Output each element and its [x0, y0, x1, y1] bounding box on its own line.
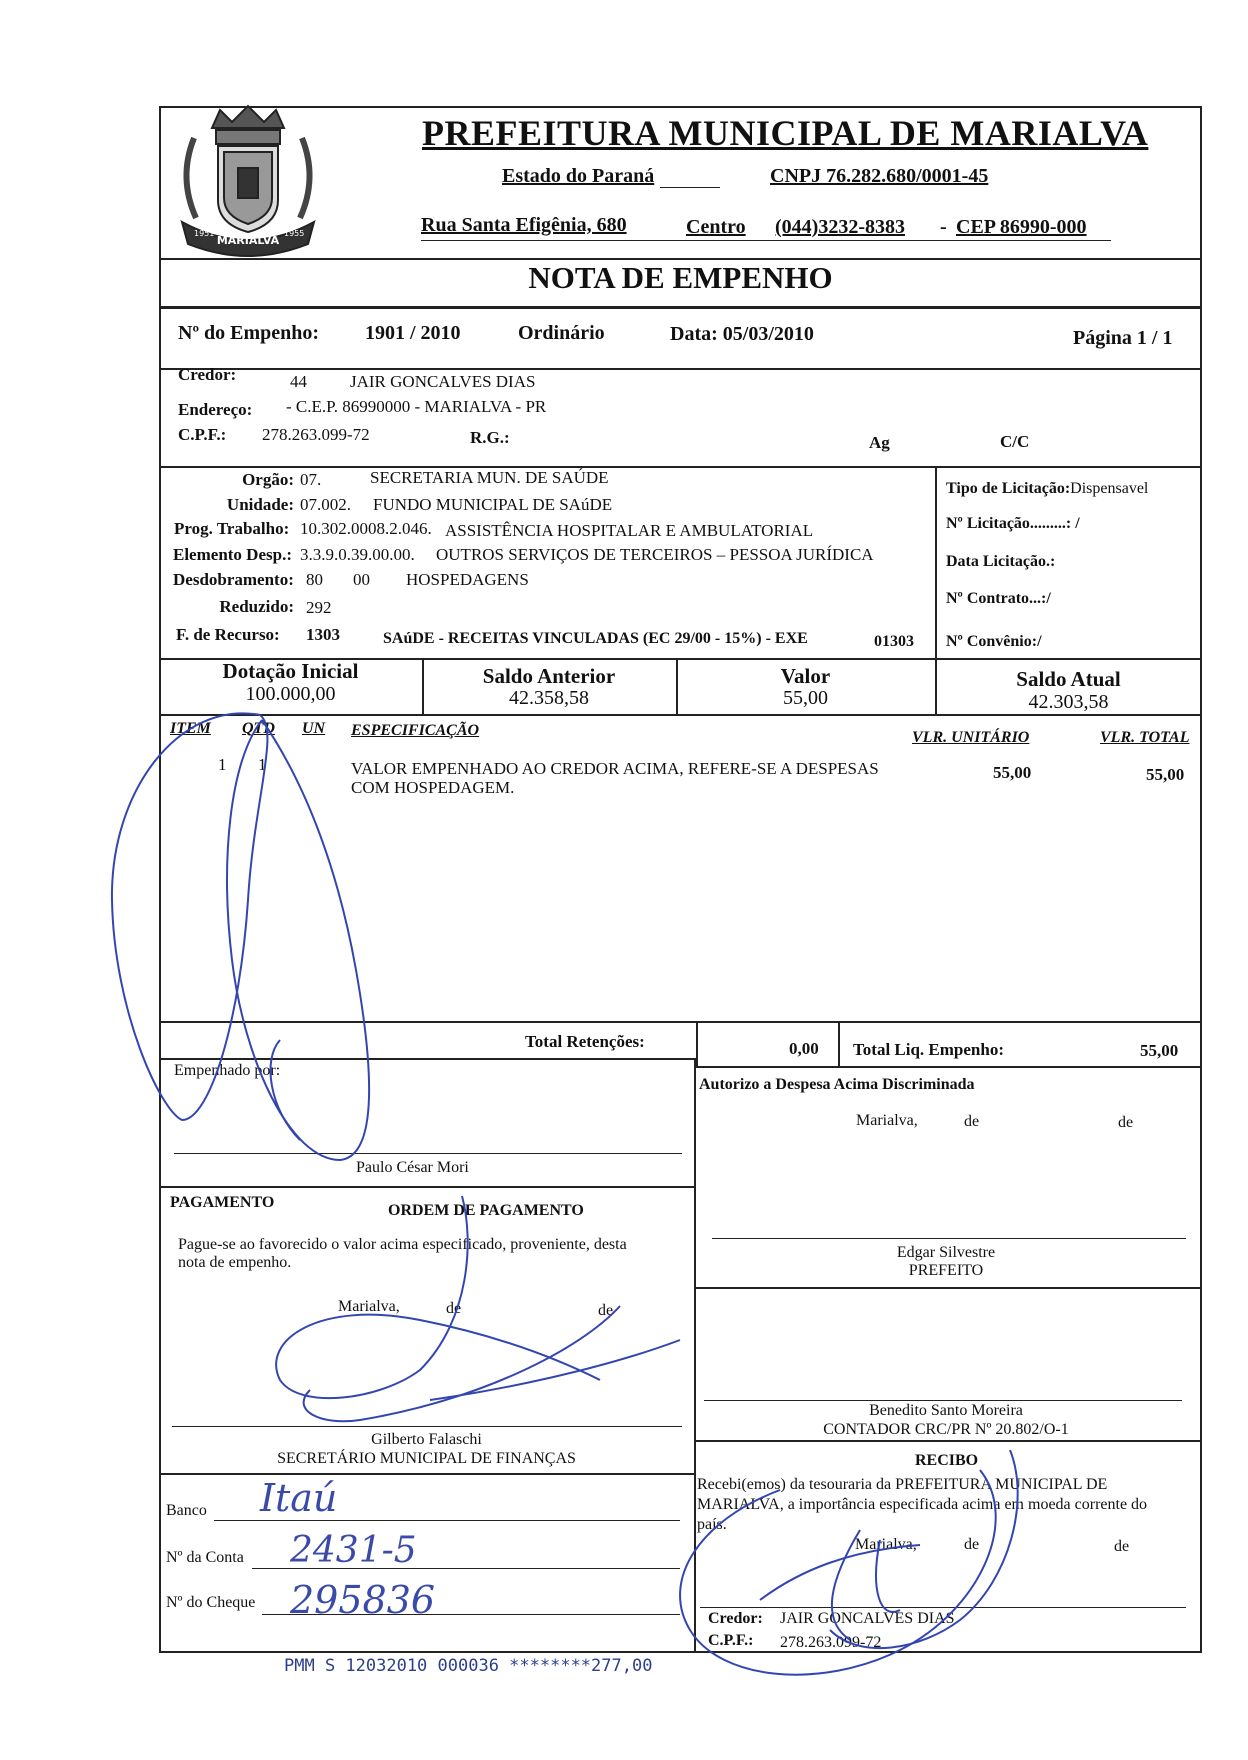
- dotacao-value: 100.000,00: [245, 683, 336, 705]
- recibo-text2: MARIALVA, a importância especificada acima em moeda corrente do: [697, 1496, 1148, 1513]
- autorizo-de2: de: [1118, 1114, 1134, 1131]
- empenho-label: Nº do Empenho:: [178, 322, 320, 344]
- header-address: Rua Santa Efigênia, 680: [421, 214, 627, 236]
- prog-code: 10.302.0008.2.046.: [300, 519, 432, 538]
- financas-name: Gilberto Falaschi: [371, 1431, 482, 1448]
- address-label: Endereço:: [178, 400, 253, 419]
- orgao-code: 07.: [300, 470, 322, 489]
- recibo-cpf-value: 278.263.099-72: [780, 1634, 882, 1651]
- recibo-credor-label: Credor:: [708, 1610, 763, 1627]
- header-cnpj: CNPJ 76.282.680/0001-45: [770, 165, 989, 187]
- header-title: PREFEITURA MUNICIPAL DE MARIALVA: [422, 113, 1149, 153]
- orgao-name: SECRETARIA MUN. DE SAÚDE: [370, 468, 609, 487]
- item-vlr-unitario: 55,00: [993, 763, 1032, 782]
- seal-year-left: 1951: [194, 229, 215, 238]
- autorizo-de1: de: [964, 1113, 980, 1130]
- credor-name: JAIR GONCALVES DIAS: [350, 372, 536, 391]
- recibo-text3: país.: [697, 1516, 727, 1533]
- contador-role: CONTADOR CRC/PR Nº 20.802/O-1: [823, 1421, 1069, 1438]
- address-value: - C.E.P. 86990000 - MARIALVA - PR: [286, 397, 547, 416]
- cheque-handwritten: 295836: [290, 1578, 436, 1622]
- unidade-name: FUNDO MUNICIPAL DE SAúDE: [373, 495, 613, 514]
- item-desc-line1: VALOR EMPENHADO AO CREDOR ACIMA, REFERE-SE A DESPESAS: [351, 759, 879, 778]
- elemento-name: OUTROS SERVIÇOS DE TERCEIROS – PESSOA JURÍDICA: [436, 545, 874, 564]
- empenho-date: Data: 05/03/2010: [670, 323, 814, 345]
- licitacao-data: Data Licitação.:: [946, 553, 1056, 570]
- desdob-code1: 80: [306, 570, 323, 589]
- valor-value: 55,00: [783, 687, 828, 709]
- liquido-label: Total Liq. Empenho:: [853, 1040, 1004, 1059]
- item-vlr-total: 55,00: [1146, 765, 1185, 784]
- prefeito-name: Edgar Silvestre: [896, 1244, 996, 1261]
- banco-handwritten: Itaú: [260, 1476, 338, 1520]
- municipal-seal-logo: [172, 98, 324, 258]
- retencoes-label: Total Retenções:: [525, 1032, 645, 1051]
- licitacao-numero: Nº Licitação.........: /: [946, 515, 1080, 532]
- empenhado-name: Paulo César Mori: [356, 1159, 469, 1176]
- pagamento-text1: Pague-se ao favorecido o valor acima especificado, proveniente, desta: [178, 1236, 627, 1253]
- header-phone: (044)3232-8383: [775, 216, 905, 238]
- liquido-value: 55,00: [1140, 1041, 1179, 1060]
- valor-label: Valor: [780, 664, 831, 688]
- saldo-anterior-value: 42.358,58: [509, 687, 589, 709]
- reduzido-label: Reduzido:: [219, 597, 294, 616]
- unidade-label: Unidade:: [226, 495, 294, 514]
- cc-label: C/C: [1000, 432, 1030, 451]
- retencoes-value: 0,00: [789, 1039, 819, 1058]
- prog-name: ASSISTÊNCIA HOSPITALAR E AMBULATORIAL: [445, 521, 814, 540]
- pagamento-text2: nota de empenho.: [178, 1254, 292, 1271]
- col-un: UN: [302, 720, 326, 737]
- licitacao-tipo: [946, 480, 1148, 498]
- pagamento-de2: de: [598, 1302, 614, 1319]
- recibo-de1: de: [964, 1536, 980, 1553]
- prog-label: Prog. Trabalho:: [174, 519, 290, 538]
- desdob-name: HOSPEDAGENS: [406, 570, 529, 589]
- col-vlr-unitario: VLR. UNITÁRIO: [912, 729, 1030, 746]
- recibo-label: RECIBO: [915, 1452, 979, 1469]
- dotacao-label: Dotação Inicial: [222, 659, 359, 683]
- prefeito-role: PREFEITO: [908, 1262, 984, 1279]
- elemento-label: Elemento Desp.:: [173, 545, 292, 564]
- conta-handwritten: 2431-5: [290, 1530, 417, 1571]
- item-number: 1: [218, 755, 227, 774]
- desdob-code2: 00: [353, 570, 370, 589]
- reduzido-value: 292: [306, 598, 332, 617]
- empenho-type: Ordinário: [518, 322, 605, 344]
- contrato-number: Nº Contrato...:/: [946, 590, 1051, 607]
- banco-label: Banco: [166, 1502, 207, 1519]
- col-especificacao: ESPECIFICAÇÃO: [351, 722, 480, 739]
- recurso-label: F. de Recurso:: [176, 625, 280, 644]
- autorizo-label: Autorizo a Despesa Acima Discriminada: [699, 1076, 975, 1093]
- credor-label: Credor:: [178, 365, 237, 384]
- col-item: ITEM: [170, 720, 211, 737]
- pagamento-label: PAGAMENTO: [170, 1194, 275, 1211]
- saldo-atual-label: Saldo Atual: [1016, 667, 1121, 691]
- orgao-label: Orgão:: [242, 470, 294, 489]
- recurso-ref: 01303: [874, 633, 914, 650]
- recurso-name: SAúDE - RECEITAS VINCULADAS (EC 29/00 - 15%) - EXE: [383, 630, 808, 647]
- empenho-page: Página 1 / 1: [1073, 327, 1173, 349]
- item-qtd: 1: [258, 755, 267, 774]
- cpf-value: 278.263.099-72: [262, 425, 370, 444]
- ordem-pagamento-label: ORDEM DE PAGAMENTO: [388, 1202, 584, 1219]
- cashier-stamp: PMM S 12032010 000036 ********277,00: [284, 1656, 653, 1676]
- desdob-label: Desdobramento:: [173, 570, 294, 589]
- recurso-code: 1303: [306, 625, 340, 644]
- cheque-label: Nº do Cheque: [166, 1594, 256, 1611]
- recibo-cpf-label: C.P.F.:: [708, 1632, 754, 1649]
- seal-banner-text: MARIALVA: [216, 234, 280, 247]
- financas-role: SECRETÁRIO MUNICIPAL DE FINANÇAS: [277, 1450, 576, 1467]
- pagamento-de1: de: [446, 1300, 462, 1317]
- autorizo-place: Marialva,: [856, 1112, 918, 1129]
- empenho-number: 1901 / 2010: [365, 322, 461, 344]
- conta-label: Nº da Conta: [166, 1549, 244, 1566]
- credor-code: 44: [290, 372, 307, 391]
- col-qtd: QTD: [242, 720, 275, 737]
- recibo-credor-name: JAIR GONCALVES DIAS: [780, 1610, 955, 1627]
- header-separator: -: [940, 216, 947, 238]
- recibo-place: Marialva,: [855, 1536, 917, 1553]
- ag-label: Ag: [869, 433, 890, 452]
- recibo-de2: de: [1114, 1538, 1130, 1555]
- document-title: NOTA DE EMPENHO: [528, 260, 833, 295]
- recibo-text1: Recebi(emos) da tesouraria da PREFEITURA MUNICIPAL DE: [697, 1476, 1108, 1493]
- cpf-label: C.P.F.:: [178, 425, 227, 444]
- header-cep: CEP 86990-000: [956, 216, 1087, 238]
- rg-label: R.G.:: [470, 428, 510, 447]
- saldo-anterior-label: Saldo Anterior: [482, 664, 616, 688]
- header-state: Estado do Paraná: [502, 165, 655, 187]
- licitacao-tipo-value: Dispensavel: [1070, 480, 1149, 497]
- saldo-atual-value: 42.303,58: [1028, 691, 1109, 713]
- seal-year-right: 1955: [284, 229, 305, 238]
- convenio-number: Nº Convênio:/: [946, 633, 1042, 650]
- elemento-code: 3.3.9.0.39.00.00.: [300, 545, 415, 564]
- unidade-code: 07.002.: [300, 495, 351, 514]
- empenhado-label: Empenhado por:: [174, 1062, 281, 1079]
- col-vlr-total: VLR. TOTAL: [1100, 729, 1190, 746]
- contador-name: Benedito Santo Moreira: [869, 1402, 1023, 1419]
- licitacao-tipo-label: Tipo de Licitação:: [946, 480, 1071, 497]
- header-district: Centro: [686, 216, 746, 238]
- item-desc-line2: COM HOSPEDAGEM.: [351, 778, 515, 797]
- pagamento-place: Marialva,: [338, 1298, 400, 1315]
